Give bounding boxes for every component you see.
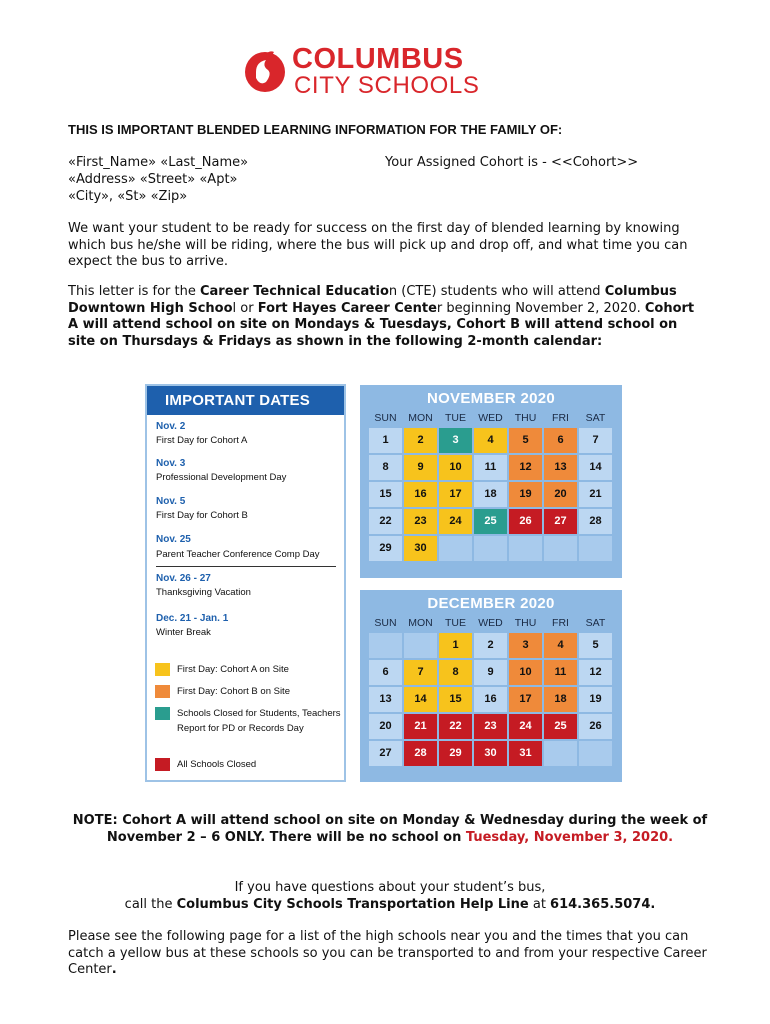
weekday-label: MON <box>408 617 433 629</box>
calendar-day-cell: 17 <box>439 482 472 507</box>
weekday-header <box>360 410 622 428</box>
calendar-day-cell: 3 <box>439 428 472 453</box>
calendar-day-cell: 15 <box>439 687 472 712</box>
closing-paragraph: Please see the following page for a list of the high schools near you and the times that you can catch a yellow bus at these schools so you can be transported to and from your respective Career Center. <box>68 929 707 977</box>
weekday-label: THU <box>514 412 537 424</box>
calendar-day-cell: 22 <box>369 509 402 534</box>
calendar-day-cell: 11 <box>544 660 577 685</box>
calendar-day-cell: 13 <box>544 455 577 480</box>
calendar-day-cell: 7 <box>579 428 612 453</box>
divider <box>156 566 336 567</box>
calendar-day-cell: 24 <box>509 714 542 739</box>
calendar-empty-cell <box>544 741 577 766</box>
weekday-label: TUE <box>445 412 466 424</box>
calendar-day-cell: 8 <box>369 455 402 480</box>
calendar-day-cell: 28 <box>404 741 437 766</box>
calendar-day-cell: 20 <box>369 714 402 739</box>
weekday-label: WED <box>478 617 503 629</box>
weekday-label: FRI <box>552 412 569 424</box>
legend-swatch-cohort-a <box>155 663 170 676</box>
calendar-day-cell: 19 <box>579 687 612 712</box>
calendar-empty-cell <box>369 633 402 658</box>
weekday-label: SUN <box>374 412 397 424</box>
calendar-day-cell: 7 <box>404 660 437 685</box>
calendar-day-cell: 13 <box>369 687 402 712</box>
calendar-day-cell: 9 <box>404 455 437 480</box>
legend-label: First Day: Cohort A on Site <box>177 664 289 675</box>
important-dates-title: IMPORTANT DATES <box>147 386 344 415</box>
legend-swatch-closed <box>155 758 170 771</box>
cohort-assignment: Your Assigned Cohort is - <<Cohort>> <box>385 155 639 170</box>
calendar-day-cell: 9 <box>474 660 507 685</box>
calendar-day-cell: 23 <box>474 714 507 739</box>
weekday-label: SAT <box>585 412 606 424</box>
recipient-address <box>68 154 248 205</box>
calendar-day-cell: 24 <box>439 509 472 534</box>
calendar-day-cell: 14 <box>404 687 437 712</box>
calendar-day-cell: 28 <box>579 509 612 534</box>
weekday-label: MON <box>408 412 433 424</box>
calendar-day-cell: 21 <box>404 714 437 739</box>
calendar-day-cell: 16 <box>404 482 437 507</box>
legend-swatch-pd-day <box>155 707 170 720</box>
calendar-day-cell: 17 <box>509 687 542 712</box>
calendar-day-cell: 6 <box>544 428 577 453</box>
date-label: Nov. 3 <box>156 458 186 469</box>
calendar-day-cell: 15 <box>369 482 402 507</box>
date-label: Dec. 21 - Jan. 1 <box>156 613 229 624</box>
calendar-day-cell: 27 <box>544 509 577 534</box>
date-label: Nov. 25 <box>156 534 191 545</box>
calendar-empty-cell <box>439 536 472 561</box>
calendar-empty-cell <box>474 536 507 561</box>
calendar-day-cell: 2 <box>474 633 507 658</box>
cohort-note: NOTE: Cohort A will attend school on site on Monday & Wednesday during the week of November 2 – 6 ONLY. There will be no school on Tuesday, November 3, 2020. <box>72 813 708 845</box>
weekday-label: WED <box>478 412 503 424</box>
district-logo <box>240 44 490 100</box>
calendar-day-cell: 10 <box>509 660 542 685</box>
questions-block <box>70 879 710 913</box>
letter-heading: THIS IS IMPORTANT BLENDED LEARNING INFORMATION FOR THE FAMILY OF: <box>68 122 563 137</box>
calendar-day-cell: 22 <box>439 714 472 739</box>
weekday-label: SAT <box>585 617 606 629</box>
calendar-day-cell: 8 <box>439 660 472 685</box>
weekday-label: TUE <box>445 617 466 629</box>
calendar-empty-cell <box>404 633 437 658</box>
calendar-day-cell: 18 <box>474 482 507 507</box>
logo-text-columbus: COLUMBUS <box>292 43 464 75</box>
calendar-day-cell: 29 <box>439 741 472 766</box>
logo-text-city-schools: CITY SCHOOLS <box>294 72 480 99</box>
address-line: «First_Name» «Last_Name» <box>68 155 249 170</box>
weekday-header <box>360 615 622 633</box>
calendar-day-cell: 1 <box>369 428 402 453</box>
calendar-day-cell: 12 <box>579 660 612 685</box>
questions-line: If you have questions about your student’s bus, <box>234 880 546 895</box>
legend-swatch-cohort-b <box>155 685 170 698</box>
calendar-day-cell: 2 <box>404 428 437 453</box>
calendar-day-cell: 25 <box>474 509 507 534</box>
calendar-day-cell: 21 <box>579 482 612 507</box>
calendar-day-cell: 25 <box>544 714 577 739</box>
address-line: «Address» «Street» «Apt» <box>68 172 238 187</box>
calendar-day-cell: 29 <box>369 536 402 561</box>
intro-paragraph: We want your student to be ready for success on the first day of blended learning by knowing which bus he/she will be riding, where the bus will pick up and drop off, and what time you can expect the bus to arrive. <box>68 221 688 269</box>
cte-paragraph: This letter is for the Career Technical Education (CTE) students who will attend Columbus Downtown High School or Fort Hayes Career Center beginning November 2, 2020. Cohort A will attend school on site on Mondays & Tuesdays, Cohort B will attend school on site on Thursdays & Fridays as shown in the following 2-month calendar: <box>68 284 695 349</box>
date-description: Parent Teacher Conference Comp Day <box>156 549 320 560</box>
calendar-day-cell: 30 <box>474 741 507 766</box>
calendar-day-cell: 14 <box>579 455 612 480</box>
calendar-empty-cell <box>579 536 612 561</box>
calendar-day-cell: 20 <box>544 482 577 507</box>
date-label: Nov. 26 - 27 <box>156 573 211 584</box>
calendar-day-cell: 11 <box>474 455 507 480</box>
calendar-day-cell: 12 <box>509 455 542 480</box>
date-description: Winter Break <box>156 627 211 638</box>
calendar-december <box>360 590 622 782</box>
date-description: First Day for Cohort A <box>156 435 248 446</box>
date-label: Nov. 2 <box>156 421 186 432</box>
calendar-empty-cell <box>509 536 542 561</box>
date-label: Nov. 5 <box>156 496 186 507</box>
calendar-day-cell: 30 <box>404 536 437 561</box>
calendar-day-cell: 4 <box>544 633 577 658</box>
calendar-day-cell: 16 <box>474 687 507 712</box>
important-dates-panel <box>145 384 346 782</box>
legend-label: Schools Closed for Students, Teachers Report for PD or Records Day <box>177 708 341 734</box>
calendar-day-cell: 18 <box>544 687 577 712</box>
calendar-empty-cell <box>544 536 577 561</box>
helpline-line: call the Columbus City Schools Transportation Help Line at 614.365.5074. <box>124 897 656 912</box>
weekday-label: SUN <box>374 617 397 629</box>
address-line: «City», «St» «Zip» <box>68 189 188 204</box>
calendar-day-cell: 23 <box>404 509 437 534</box>
weekday-label: THU <box>514 617 537 629</box>
calendar-empty-cell <box>579 741 612 766</box>
calendar-day-cell: 5 <box>579 633 612 658</box>
date-description: Thanksgiving Vacation <box>156 587 251 598</box>
calendar-day-cell: 1 <box>439 633 472 658</box>
calendar-day-cell: 26 <box>579 714 612 739</box>
calendar-day-cell: 31 <box>509 741 542 766</box>
date-description: First Day for Cohort B <box>156 510 248 521</box>
weekday-label: FRI <box>552 617 569 629</box>
calendar-title: DECEMBER 2020 <box>427 595 555 612</box>
legend-label: All Schools Closed <box>177 759 257 770</box>
legend-label: First Day: Cohort B on Site <box>177 686 290 697</box>
apple-logo-icon <box>242 48 288 94</box>
calendar-day-cell: 3 <box>509 633 542 658</box>
calendar-day-cell: 6 <box>369 660 402 685</box>
calendar-day-cell: 27 <box>369 741 402 766</box>
calendar-day-cell: 10 <box>439 455 472 480</box>
calendar-day-cell: 5 <box>509 428 542 453</box>
calendar-november <box>360 385 622 578</box>
calendar-title: NOVEMBER 2020 <box>426 390 556 407</box>
calendar-day-cell: 4 <box>474 428 507 453</box>
calendar-day-cell: 19 <box>509 482 542 507</box>
calendar-day-cell: 26 <box>509 509 542 534</box>
date-description: Professional Development Day <box>156 472 287 483</box>
